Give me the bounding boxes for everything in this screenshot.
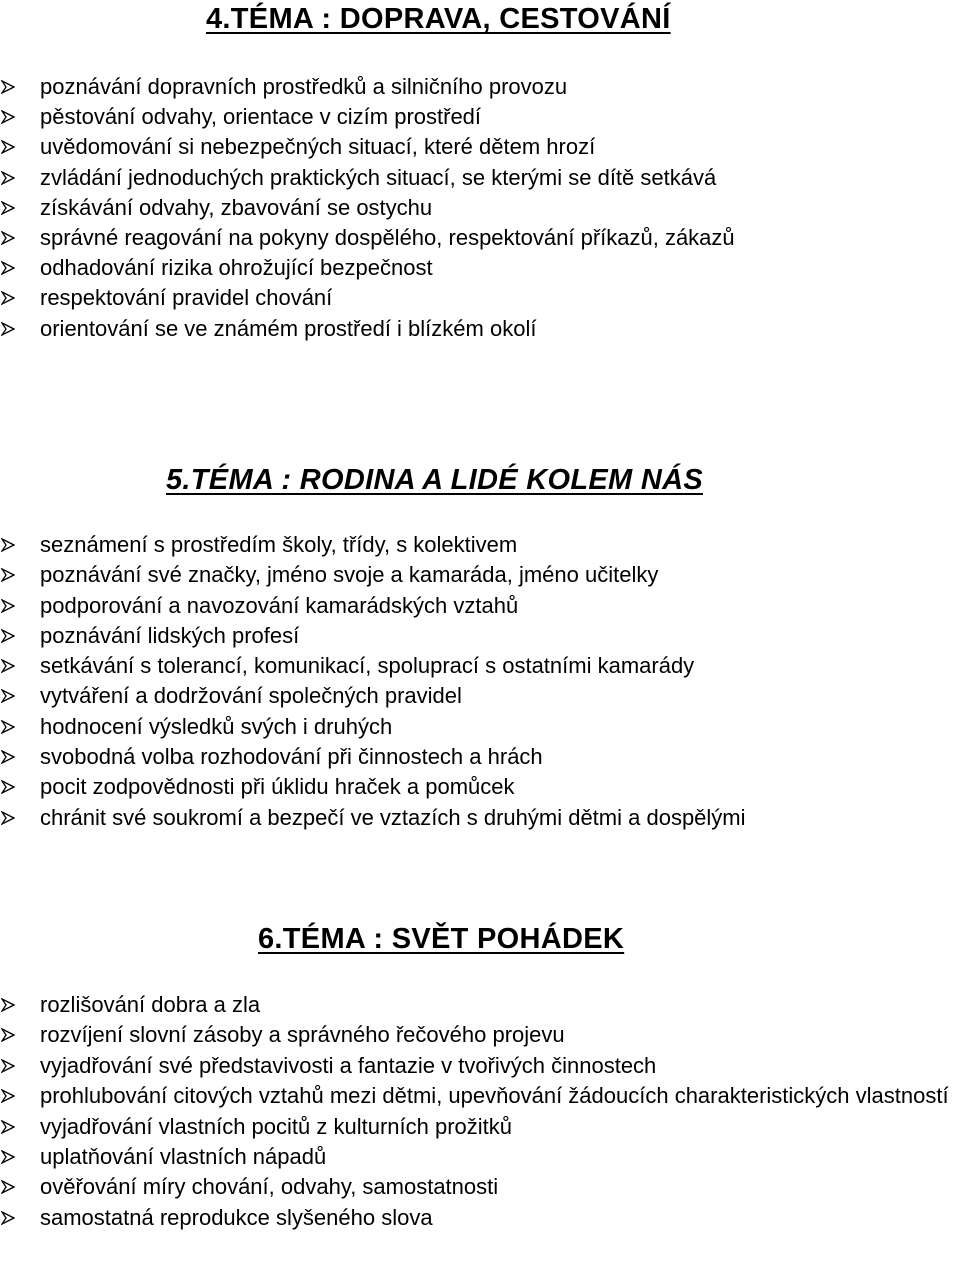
arrowhead-bullet-icon — [1, 291, 15, 305]
list-item-text: poznávání lidských profesí — [40, 622, 300, 648]
list-item — [0, 772, 960, 802]
list-item-text: zvládání jednoduchých praktických situací, se kterými se dítě setkává — [40, 164, 717, 190]
list-item — [0, 742, 960, 772]
list-item — [0, 990, 960, 1020]
list-item — [0, 253, 960, 283]
list-item — [0, 314, 960, 344]
arrowhead-bullet-icon — [1, 231, 15, 245]
list-item-text: respektování pravidel chování — [40, 285, 333, 311]
list-item-text: svobodná volba rozhodování při činnostech a hrách — [40, 744, 543, 770]
list-item — [0, 681, 960, 711]
list-item-text: vyjadřování své představivosti a fantazie v tvořivých činnostech — [40, 1052, 657, 1078]
arrowhead-bullet-icon — [1, 780, 15, 794]
bullet-list-doprava — [0, 72, 960, 344]
list-item-text: pěstování odvahy, orientace v cizím prostředí — [40, 104, 482, 130]
arrowhead-bullet-icon — [1, 1120, 15, 1134]
list-item-text: získávání odvahy, zbavování se ostychu — [40, 194, 433, 220]
list-item — [0, 283, 960, 313]
arrowhead-bullet-icon — [1, 261, 15, 275]
bullet-list-rodina — [0, 530, 960, 833]
arrowhead-bullet-icon — [1, 720, 15, 734]
list-item-text: seznámení s prostředím školy, třídy, s kolektivem — [40, 532, 518, 557]
arrowhead-bullet-icon — [1, 1211, 15, 1225]
list-item — [0, 193, 960, 223]
arrowhead-bullet-icon — [1, 140, 15, 154]
list-item-text: hodnocení výsledků svých i druhých — [40, 713, 393, 739]
arrowhead-bullet-icon — [1, 538, 15, 552]
list-item — [0, 102, 960, 132]
list-item-text: prohlubování citových vztahů mezi dětmi, upevňování žádoucích charakteristických vlastností — [40, 1083, 949, 1109]
arrowhead-bullet-icon — [1, 1059, 15, 1073]
arrowhead-bullet-icon — [1, 1089, 15, 1103]
list-item-text: rozvíjení slovní zásoby a správného řečového projevu — [40, 1022, 565, 1048]
arrowhead-bullet-icon — [1, 201, 15, 215]
list-item — [0, 132, 960, 162]
list-item — [0, 712, 960, 742]
list-item — [0, 1203, 960, 1233]
list-item-text: chránit své soukromí a bezpečí ve vztazích s druhými dětmi a dospělými — [40, 804, 746, 830]
arrowhead-bullet-icon — [1, 1150, 15, 1164]
arrowhead-bullet-icon — [1, 998, 15, 1012]
list-item — [0, 1020, 960, 1050]
arrowhead-bullet-icon — [1, 80, 15, 94]
list-item — [0, 530, 960, 560]
arrowhead-bullet-icon — [1, 1180, 15, 1194]
section-heading-pohadky: 6.TÉMA : SVĚT POHÁDEK — [258, 923, 625, 955]
arrowhead-bullet-icon — [1, 171, 15, 185]
list-item-text: poznávání dopravních prostředků a silničního provozu — [40, 74, 568, 99]
list-item-text: uplatňování vlastních nápadů — [40, 1144, 327, 1170]
list-item — [0, 72, 960, 102]
list-item — [0, 621, 960, 651]
section-heading-doprava: 4.TÉMA : DOPRAVA, CESTOVÁNÍ — [206, 3, 671, 35]
arrowhead-bullet-icon — [1, 659, 15, 673]
arrowhead-bullet-icon — [1, 629, 15, 643]
list-item-text: odhadování rizika ohrožující bezpečnost — [40, 255, 433, 281]
list-item-text: orientování se ve známém prostředí i blízkém okolí — [40, 315, 537, 341]
arrowhead-bullet-icon — [1, 322, 15, 336]
list-item — [0, 1112, 960, 1142]
list-item-text: uvědomování si nebezpečných situací, které dětem hrozí — [40, 134, 596, 160]
list-item-text: pocit zodpovědnosti při úklidu hraček a pomůcek — [40, 774, 515, 800]
section-heading-rodina: 5.TÉMA : RODINA A LIDÉ KOLEM NÁS — [166, 464, 703, 496]
list-item — [0, 803, 960, 833]
list-item — [0, 163, 960, 193]
list-item — [0, 1172, 960, 1202]
arrowhead-bullet-icon — [1, 1028, 15, 1042]
arrowhead-bullet-icon — [1, 689, 15, 703]
list-item — [0, 591, 960, 621]
list-item — [0, 1051, 960, 1081]
list-item — [0, 1081, 960, 1111]
list-item-text: poznávání své značky, jméno svoje a kamaráda, jméno učitelky — [40, 562, 659, 588]
list-item-text: správné reagování na pokyny dospělého, respektování příkazů, zákazů — [40, 225, 735, 251]
arrowhead-bullet-icon — [1, 811, 15, 825]
list-item — [0, 560, 960, 590]
list-item — [0, 223, 960, 253]
list-item-text: vytváření a dodržování společných pravidel — [40, 683, 462, 709]
arrowhead-bullet-icon — [1, 599, 15, 613]
list-item-text: samostatná reprodukce slyšeného slova — [40, 1204, 433, 1230]
bullet-list-pohadky — [0, 990, 960, 1233]
list-item-text: setkávání s tolerancí, komunikací, spoluprací s ostatními kamarády — [40, 653, 695, 679]
arrowhead-bullet-icon — [1, 110, 15, 124]
arrowhead-bullet-icon — [1, 568, 15, 582]
list-item-text: podporování a navozování kamarádských vztahů — [40, 592, 519, 618]
list-item-text: rozlišování dobra a zla — [40, 992, 261, 1017]
list-item — [0, 1142, 960, 1172]
list-item-text: vyjadřování vlastních pocitů z kulturních prožitků — [40, 1113, 513, 1139]
list-item-text: ověřování míry chování, odvahy, samostatnosti — [40, 1174, 499, 1200]
arrowhead-bullet-icon — [1, 750, 15, 764]
list-item — [0, 651, 960, 681]
